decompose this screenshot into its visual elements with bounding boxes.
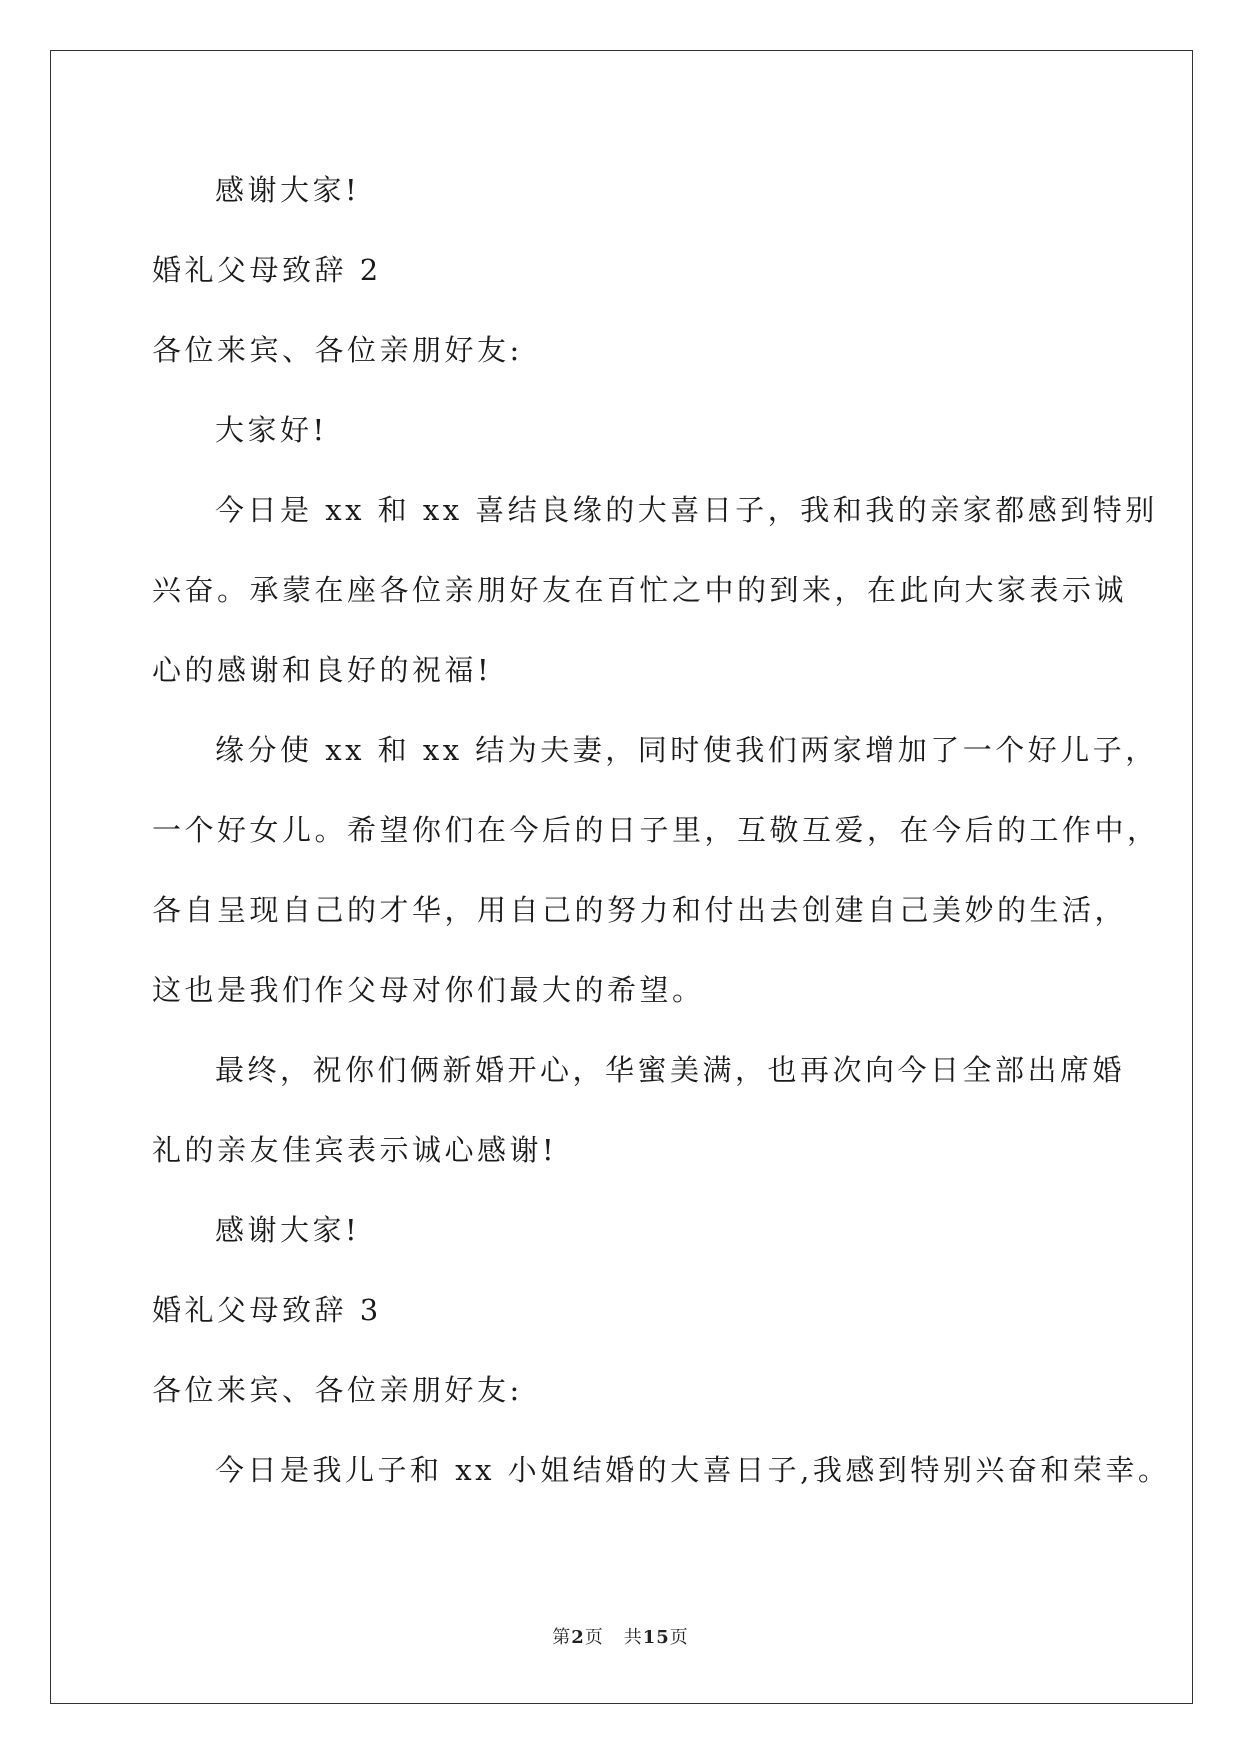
total-prefix: 共: [623, 1627, 643, 1648]
salutation-line: 各位来宾、各位亲朋好友:: [152, 1373, 523, 1407]
paragraph-line: 今日是我儿子和 xx 小姐结婚的大喜日子,我感到特别兴奋和荣幸。: [215, 1453, 1171, 1487]
document-body: [152, 166, 1171, 1526]
page-suffix: 页: [584, 1627, 604, 1648]
paragraph-line: 感谢大家!: [215, 173, 361, 207]
salutation-line: 各位来宾、各位亲朋好友:: [152, 333, 523, 367]
paragraph-line: 一个好女儿。希望你们在今后的日子里，互敬互爱，在今后的工作中，: [152, 813, 1160, 847]
page-footer: [0, 1623, 1241, 1649]
paragraph-line: 感谢大家!: [215, 1213, 361, 1247]
paragraph-line: 大家好!: [215, 413, 328, 447]
paragraph-line: 缘分使 xx 和 xx 结为夫妻，同时使我们两家增加了一个好儿子，: [215, 733, 1158, 767]
section-heading: 婚礼父母致辞 3: [152, 1293, 382, 1327]
section-heading: 婚礼父母致辞 2: [152, 253, 382, 287]
total-suffix: 页: [669, 1627, 689, 1648]
paragraph-line: 这也是我们作父母对你们最大的希望。: [152, 973, 705, 1007]
paragraph-line: 今日是 xx 和 xx 喜结良缘的大喜日子，我和我的亲家都感到特别: [215, 493, 1158, 527]
page-prefix: 第: [552, 1627, 572, 1648]
page-number: 2: [571, 1627, 585, 1648]
paragraph-line: 礼的亲友佳宾表示诚心感谢!: [152, 1133, 558, 1167]
total-pages: 15: [642, 1627, 670, 1648]
paragraph-line: 最终，祝你们俩新婚开心，华蜜美满，也再次向今日全部出席婚: [215, 1053, 1126, 1087]
paragraph-line: 兴奋。承蒙在座各位亲朋好友在百忙之中的到来，在此向大家表示诚: [152, 573, 1128, 607]
paragraph-line: 心的感谢和良好的祝福!: [152, 653, 493, 687]
paragraph-line: 各自呈现自己的才华，用自己的努力和付出去创建自己美妙的生活，: [152, 893, 1128, 927]
